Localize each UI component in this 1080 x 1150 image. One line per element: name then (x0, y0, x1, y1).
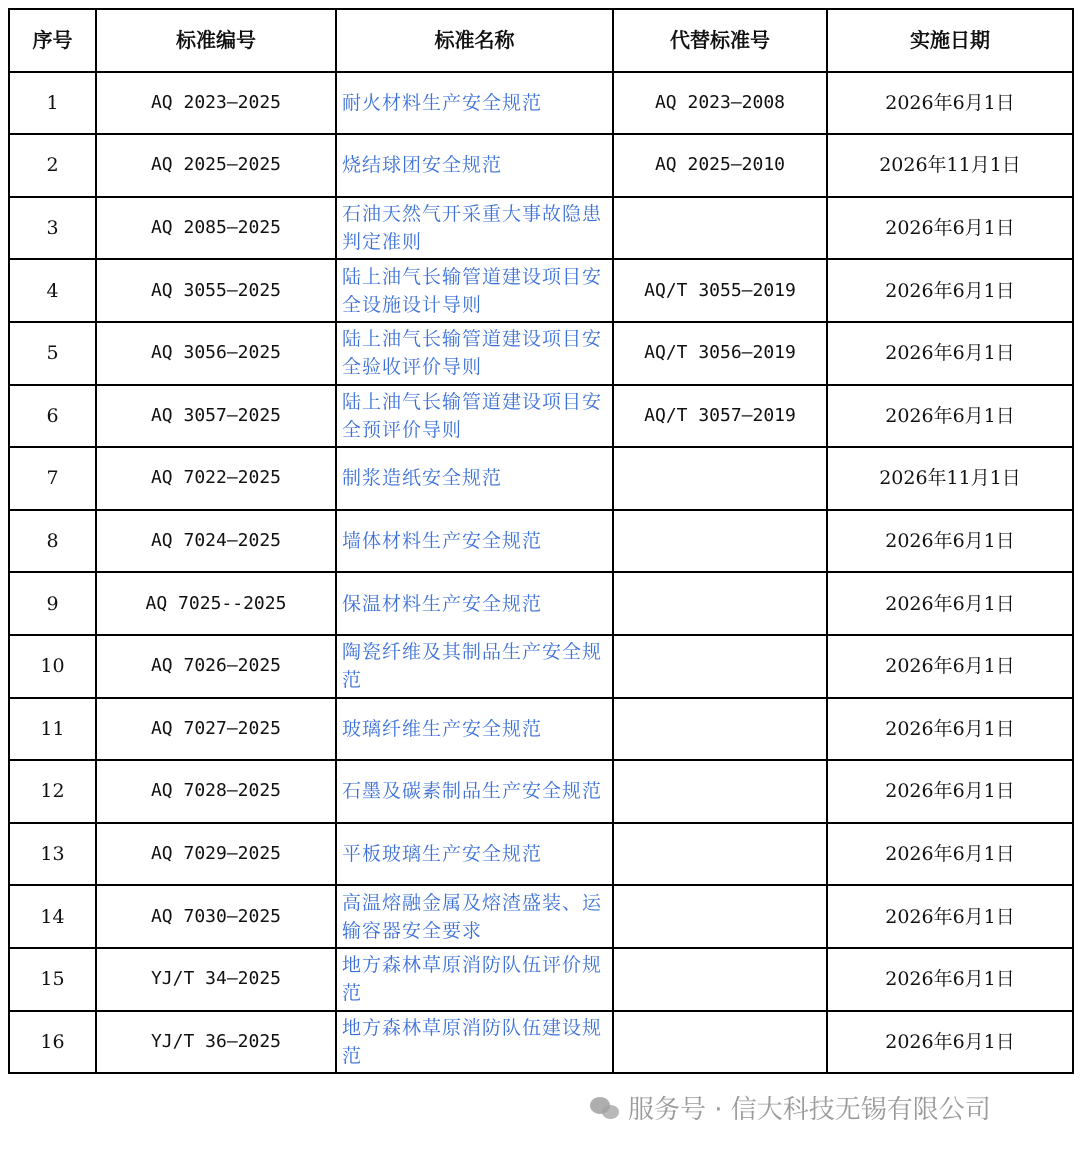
table-row (9, 197, 1073, 260)
table-row (9, 635, 1073, 698)
cell-standard-code: AQ 7028—2025 (96, 760, 336, 823)
cell-standard-code: AQ 7026—2025 (96, 635, 336, 698)
watermark-text: 服务号 · 信大科技无锡有限公司 (628, 1095, 991, 1125)
cell-standard-code: AQ 7027—2025 (96, 698, 336, 761)
cell-standard-name[interactable]: 耐火材料生产安全规范 (336, 72, 613, 135)
cell-standard-name[interactable]: 高温熔融金属及熔渣盛装、运输容器安全要求 (336, 885, 613, 948)
cell-effective-date: 2026年6月1日 (827, 823, 1073, 886)
table-row (9, 259, 1073, 322)
cell-standard-code: YJ/T 34—2025 (96, 948, 336, 1011)
cell-effective-date: 2026年6月1日 (827, 322, 1073, 385)
header-replaced-code: 代替标准号 (613, 9, 827, 72)
table-row (9, 572, 1073, 635)
cell-effective-date: 2026年6月1日 (827, 885, 1073, 948)
cell-replaced-code (613, 885, 827, 948)
cell-standard-code: AQ 7022—2025 (96, 447, 336, 510)
cell-standard-code: AQ 3057—2025 (96, 385, 336, 448)
header-row (9, 9, 1073, 72)
cell-standard-code: YJ/T 36—2025 (96, 1011, 336, 1074)
cell-index: 14 (9, 885, 96, 948)
cell-standard-code: AQ 2023—2025 (96, 72, 336, 135)
cell-standard-code: AQ 3056—2025 (96, 322, 336, 385)
cell-index: 4 (9, 259, 96, 322)
table-row (9, 134, 1073, 197)
table-row (9, 760, 1073, 823)
table-row (9, 1011, 1073, 1074)
header-index: 序号 (9, 9, 96, 72)
cell-standard-code: AQ 7029—2025 (96, 823, 336, 886)
cell-standard-name[interactable]: 陆上油气长输管道建设项目安全设施设计导则 (336, 259, 613, 322)
table-row (9, 447, 1073, 510)
table-row (9, 322, 1073, 385)
cell-index: 11 (9, 698, 96, 761)
table-row (9, 948, 1073, 1011)
cell-index: 1 (9, 72, 96, 135)
cell-standard-code: AQ 7025--2025 (96, 572, 336, 635)
cell-effective-date: 2026年6月1日 (827, 698, 1073, 761)
cell-index: 3 (9, 197, 96, 260)
cell-standard-name[interactable]: 陶瓷纤维及其制品生产安全规范 (336, 635, 613, 698)
table-row (9, 385, 1073, 448)
cell-standard-code: AQ 7030—2025 (96, 885, 336, 948)
cell-effective-date: 2026年11月1日 (827, 447, 1073, 510)
cell-standard-name[interactable]: 陆上油气长输管道建设项目安全预评价导则 (336, 385, 613, 448)
header-effective-date: 实施日期 (827, 9, 1073, 72)
cell-index: 16 (9, 1011, 96, 1074)
cell-index: 15 (9, 948, 96, 1011)
cell-standard-name[interactable]: 烧结球团安全规范 (336, 134, 613, 197)
cell-effective-date: 2026年6月1日 (827, 635, 1073, 698)
table-row (9, 510, 1073, 573)
cell-effective-date: 2026年6月1日 (827, 1011, 1073, 1074)
cell-standard-name[interactable]: 石墨及碳素制品生产安全规范 (336, 760, 613, 823)
cell-effective-date: 2026年6月1日 (827, 572, 1073, 635)
cell-standard-code: AQ 2025—2025 (96, 134, 336, 197)
cell-standard-name[interactable]: 地方森林草原消防队伍建设规范 (336, 1011, 613, 1074)
cell-replaced-code: AQ/T 3056—2019 (613, 322, 827, 385)
header-standard-name: 标准名称 (336, 9, 613, 72)
cell-index: 7 (9, 447, 96, 510)
wechat-icon (590, 1095, 620, 1121)
cell-replaced-code: AQ 2023—2008 (613, 72, 827, 135)
cell-replaced-code (613, 698, 827, 761)
cell-replaced-code: AQ/T 3055—2019 (613, 259, 827, 322)
cell-index: 5 (9, 322, 96, 385)
cell-replaced-code (613, 447, 827, 510)
cell-replaced-code (613, 948, 827, 1011)
cell-index: 13 (9, 823, 96, 886)
cell-index: 6 (9, 385, 96, 448)
standards-table (8, 8, 1074, 1074)
cell-effective-date: 2026年6月1日 (827, 510, 1073, 573)
cell-standard-name[interactable]: 石油天然气开采重大事故隐患判定准则 (336, 197, 613, 260)
cell-replaced-code (613, 197, 827, 260)
cell-replaced-code: AQ 2025—2010 (613, 134, 827, 197)
table-row (9, 72, 1073, 135)
cell-effective-date: 2026年6月1日 (827, 259, 1073, 322)
cell-standard-name[interactable]: 玻璃纤维生产安全规范 (336, 698, 613, 761)
header-standard-code: 标准编号 (96, 9, 336, 72)
cell-replaced-code: AQ/T 3057—2019 (613, 385, 827, 448)
cell-index: 2 (9, 134, 96, 197)
cell-index: 10 (9, 635, 96, 698)
cell-standard-name[interactable]: 制浆造纸安全规范 (336, 447, 613, 510)
cell-standard-name[interactable]: 地方森林草原消防队伍评价规范 (336, 948, 613, 1011)
cell-replaced-code (613, 1011, 827, 1074)
watermark (590, 1089, 991, 1126)
cell-replaced-code (613, 635, 827, 698)
cell-replaced-code (613, 510, 827, 573)
cell-replaced-code (613, 572, 827, 635)
table-row (9, 823, 1073, 886)
cell-standard-name[interactable]: 保温材料生产安全规范 (336, 572, 613, 635)
cell-standard-code: AQ 3055—2025 (96, 259, 336, 322)
cell-index: 9 (9, 572, 96, 635)
cell-effective-date: 2026年6月1日 (827, 760, 1073, 823)
cell-effective-date: 2026年6月1日 (827, 385, 1073, 448)
table-row (9, 885, 1073, 948)
cell-effective-date: 2026年6月1日 (827, 72, 1073, 135)
cell-standard-name[interactable]: 平板玻璃生产安全规范 (336, 823, 613, 886)
cell-standard-name[interactable]: 陆上油气长输管道建设项目安全验收评价导则 (336, 322, 613, 385)
table-row (9, 698, 1073, 761)
cell-effective-date: 2026年6月1日 (827, 948, 1073, 1011)
cell-effective-date: 2026年6月1日 (827, 197, 1073, 260)
cell-effective-date: 2026年11月1日 (827, 134, 1073, 197)
cell-standard-name[interactable]: 墙体材料生产安全规范 (336, 510, 613, 573)
cell-standard-code: AQ 7024—2025 (96, 510, 336, 573)
cell-replaced-code (613, 760, 827, 823)
cell-index: 12 (9, 760, 96, 823)
cell-replaced-code (613, 823, 827, 886)
cell-index: 8 (9, 510, 96, 573)
cell-standard-code: AQ 2085—2025 (96, 197, 336, 260)
